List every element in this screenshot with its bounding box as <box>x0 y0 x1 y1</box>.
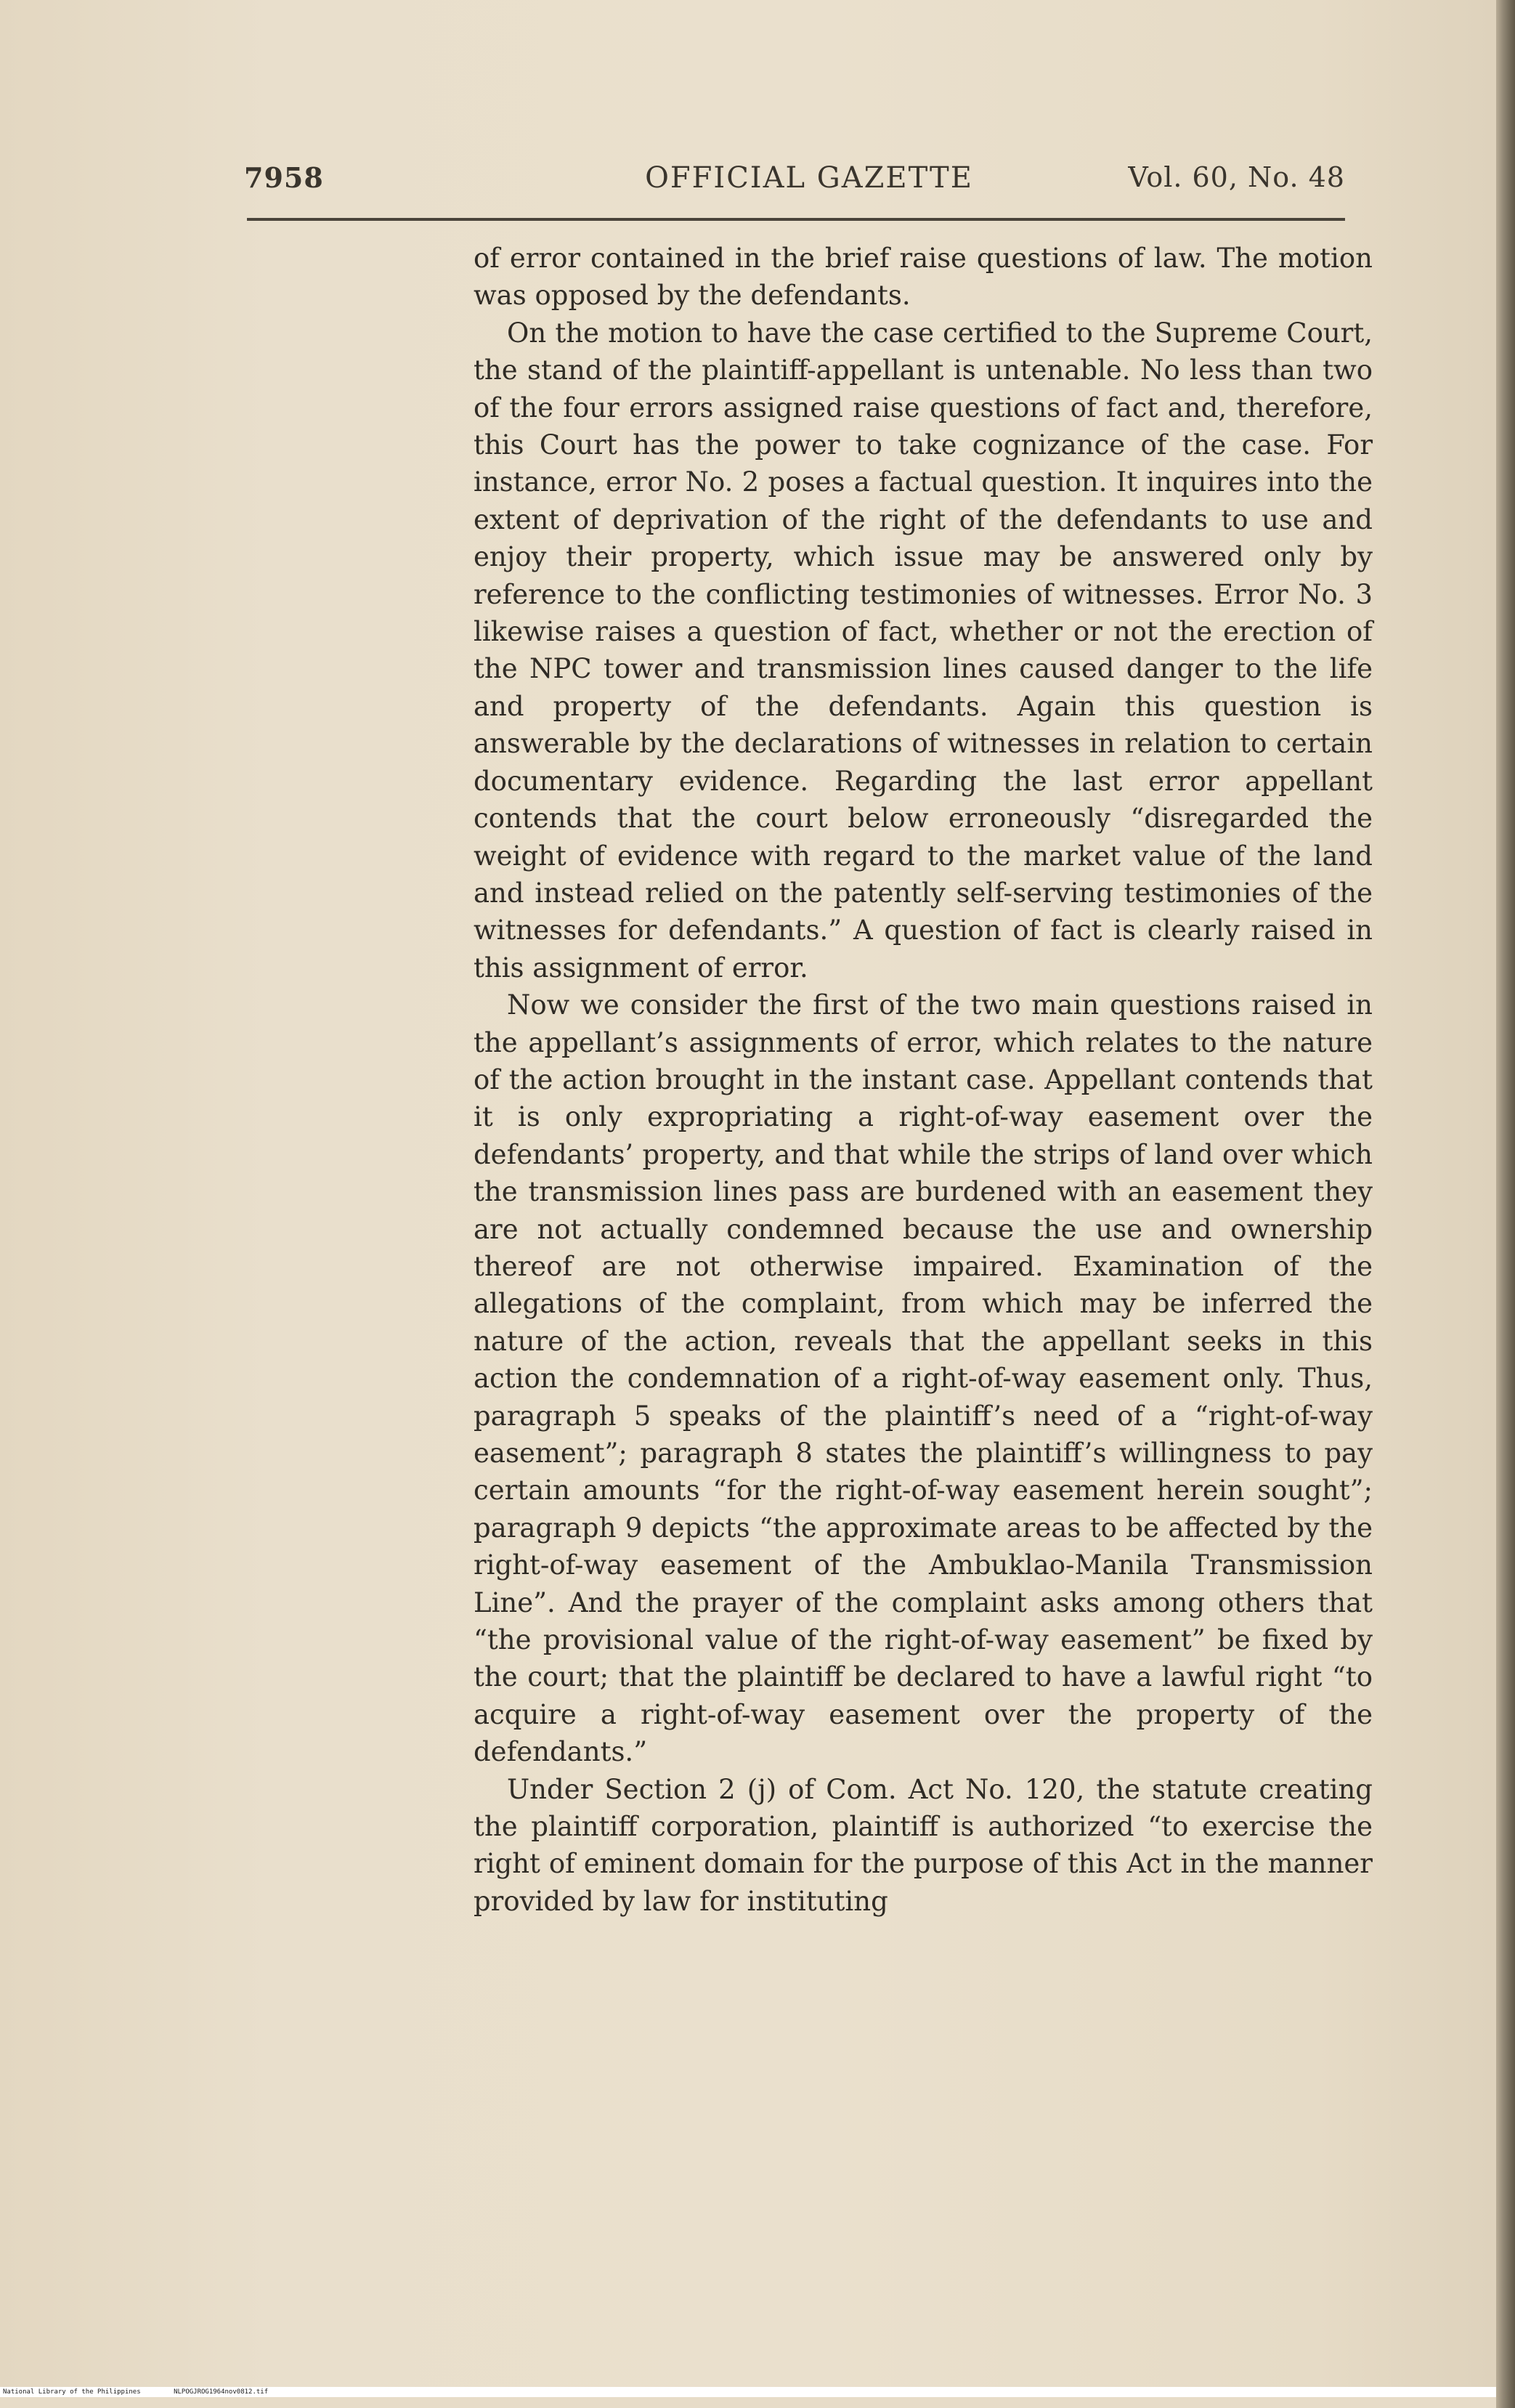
page-header <box>244 161 1345 205</box>
volume-issue: Vol. 60, No. 48 <box>1128 161 1345 193</box>
page-binding-edge <box>1496 0 1515 2408</box>
scan-footer <box>0 2387 1496 2397</box>
body-text <box>474 240 1373 1920</box>
paragraph-section-2j: Under Section 2 (j) of Com. Act No. 120, the statute creating the plaintiff corporation, plaintiff is authorized “to exercise the right of eminent domain for the purpose of this Act in the manner provided by law for instituting <box>474 1773 1373 1917</box>
library-credit: National Library of the Philippines <box>3 2388 141 2396</box>
file-identifier: NLPOGJROG1964nov0812.tif <box>174 2388 269 2396</box>
paragraph-continued: of error contained in the brief raise questions of law. The motion was opposed by the defendants. <box>474 243 1373 312</box>
header-rule <box>247 218 1345 221</box>
paragraph-supreme-court-motion: On the motion to have the case certified to the Supreme Court, the stand of the plaintiff-appellant is untenable. No less than two of the four errors assigned raise questions of fact and, therefore, this Court has the power to take cognizance of the case. For instance, error No. 2 poses a factual question. It inquires into the extent of deprivation of the right of the defendants to use and enjoy their property, which issue may be answered only by reference to the conflicting testimonies of witnesses. Error No. 3 likewise raises a question of fact, whether or not the erection of the NPC tower and transmission lines caused danger to the life and property of the defendants. Again this question is answerable by the declarations of witnesses in relation to certain documentary evidence. Regarding the last error appellant contends that the court below erroneously “disregarded the weight of evidence with regard to the market value of the land and instead relied on the patently self-serving testimonies of the witnesses for defendants.” A question of fact is clearly raised in this assignment of error. <box>474 317 1373 984</box>
running-title: OFFICIAL GAZETTE <box>645 161 973 195</box>
page-number: 7958 <box>244 161 324 194</box>
paragraph-nature-of-action: Now we consider the first of the two main questions raised in the appellant’s assignments of error, which relates to the nature of the action brought in the instant case. Appellant contends that it is only expropriating a right-of-way easement over the defendants’ property, and that while the strips of land over which the transmission lines pass are burdened with an easement they are not actually condemned because the use and ownership thereof are not otherwise impaired. Examination of the allegations of the complaint, from which may be inferred the nature of the action, reveals that the appellant seeks in this action the condemnation of a right-of-way easement only. Thus, paragraph 5 speaks of the plaintiff’s need of a “right-of-way easement”; paragraph 8 states the plaintiff’s willingness to pay certain amounts “for the right-of-way easement herein sought”; paragraph 9 depicts “the approximate areas to be affected by the right-of-way easement of the Ambuklao-Manila Transmission Line”. And the prayer of the complaint asks among others that “the provisional value of the right-of-way easement” be fixed by the court; that the plaintiff be declared to have a lawful right “to acquire a right-of-way easement over the property of the defendants.” <box>474 989 1373 1768</box>
